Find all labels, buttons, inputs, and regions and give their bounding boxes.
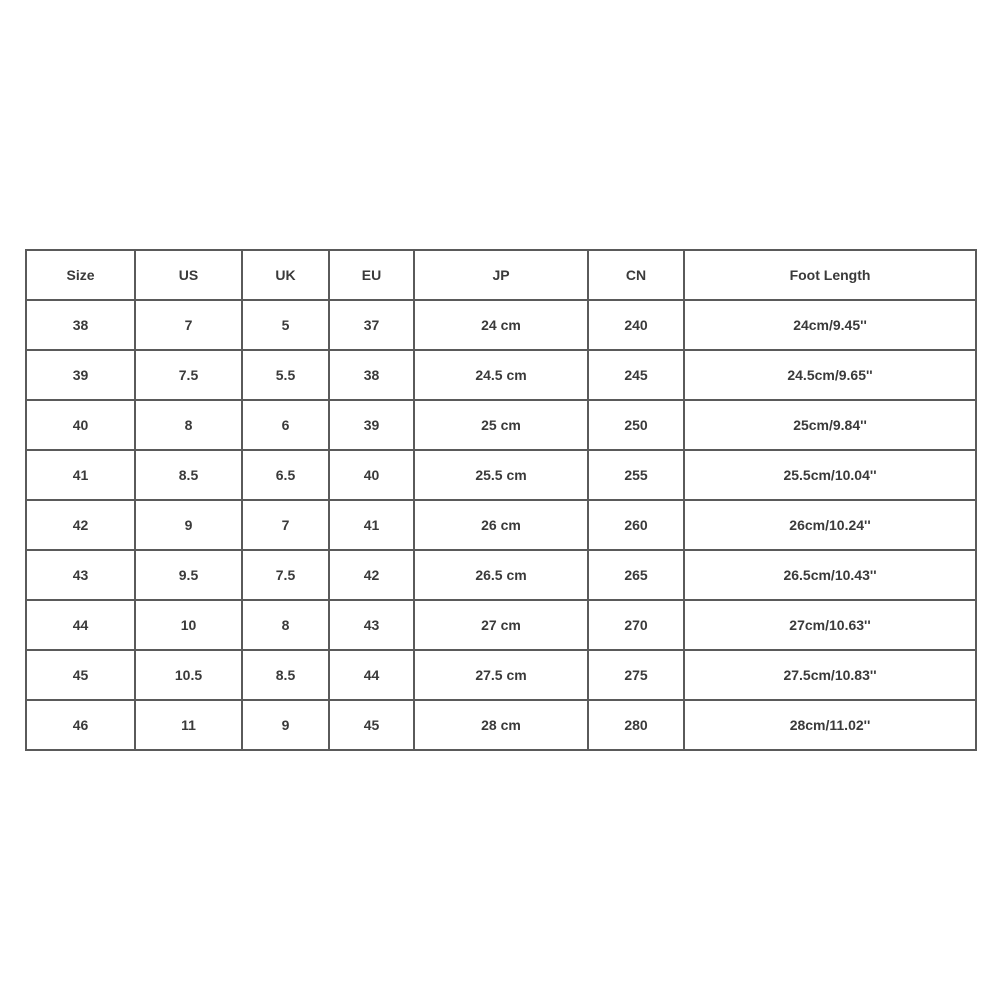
cell-eu: 38 bbox=[329, 350, 414, 400]
cell-foot-length: 28cm/11.02'' bbox=[684, 700, 976, 750]
cell-us: 10 bbox=[135, 600, 242, 650]
cell-size: 41 bbox=[26, 450, 135, 500]
header-jp: JP bbox=[414, 250, 588, 300]
cell-cn: 275 bbox=[588, 650, 684, 700]
cell-uk: 6 bbox=[242, 400, 329, 450]
cell-eu: 39 bbox=[329, 400, 414, 450]
cell-size: 45 bbox=[26, 650, 135, 700]
cell-us: 10.5 bbox=[135, 650, 242, 700]
table-row bbox=[26, 350, 976, 400]
cell-eu: 37 bbox=[329, 300, 414, 350]
cell-eu: 42 bbox=[329, 550, 414, 600]
cell-eu: 43 bbox=[329, 600, 414, 650]
cell-jp: 27 cm bbox=[414, 600, 588, 650]
cell-uk: 7.5 bbox=[242, 550, 329, 600]
header-foot-length: Foot Length bbox=[684, 250, 976, 300]
cell-foot-length: 24.5cm/9.65'' bbox=[684, 350, 976, 400]
cell-size: 39 bbox=[26, 350, 135, 400]
cell-us: 9 bbox=[135, 500, 242, 550]
cell-jp: 25 cm bbox=[414, 400, 588, 450]
cell-us: 8.5 bbox=[135, 450, 242, 500]
header-cn: CN bbox=[588, 250, 684, 300]
cell-foot-length: 26cm/10.24'' bbox=[684, 500, 976, 550]
cell-size: 44 bbox=[26, 600, 135, 650]
cell-us: 11 bbox=[135, 700, 242, 750]
cell-us: 8 bbox=[135, 400, 242, 450]
cell-uk: 5 bbox=[242, 300, 329, 350]
cell-eu: 41 bbox=[329, 500, 414, 550]
cell-uk: 8 bbox=[242, 600, 329, 650]
cell-foot-length: 27.5cm/10.83'' bbox=[684, 650, 976, 700]
cell-jp: 28 cm bbox=[414, 700, 588, 750]
cell-cn: 270 bbox=[588, 600, 684, 650]
header-uk: UK bbox=[242, 250, 329, 300]
table-row bbox=[26, 700, 976, 750]
cell-cn: 245 bbox=[588, 350, 684, 400]
cell-size: 40 bbox=[26, 400, 135, 450]
table-row bbox=[26, 450, 976, 500]
cell-uk: 8.5 bbox=[242, 650, 329, 700]
table-row bbox=[26, 400, 976, 450]
cell-uk: 6.5 bbox=[242, 450, 329, 500]
size-chart-table bbox=[25, 249, 977, 751]
cell-uk: 5.5 bbox=[242, 350, 329, 400]
cell-us: 7 bbox=[135, 300, 242, 350]
cell-foot-length: 25cm/9.84'' bbox=[684, 400, 976, 450]
cell-eu: 40 bbox=[329, 450, 414, 500]
cell-eu: 45 bbox=[329, 700, 414, 750]
cell-cn: 260 bbox=[588, 500, 684, 550]
cell-jp: 24 cm bbox=[414, 300, 588, 350]
header-us: US bbox=[135, 250, 242, 300]
cell-size: 38 bbox=[26, 300, 135, 350]
cell-us: 7.5 bbox=[135, 350, 242, 400]
cell-uk: 9 bbox=[242, 700, 329, 750]
cell-cn: 280 bbox=[588, 700, 684, 750]
cell-cn: 250 bbox=[588, 400, 684, 450]
cell-cn: 255 bbox=[588, 450, 684, 500]
cell-foot-length: 26.5cm/10.43'' bbox=[684, 550, 976, 600]
cell-jp: 26.5 cm bbox=[414, 550, 588, 600]
cell-eu: 44 bbox=[329, 650, 414, 700]
cell-size: 43 bbox=[26, 550, 135, 600]
cell-foot-length: 24cm/9.45'' bbox=[684, 300, 976, 350]
cell-size: 42 bbox=[26, 500, 135, 550]
cell-jp: 25.5 cm bbox=[414, 450, 588, 500]
cell-foot-length: 25.5cm/10.04'' bbox=[684, 450, 976, 500]
table-row bbox=[26, 550, 976, 600]
cell-us: 9.5 bbox=[135, 550, 242, 600]
cell-size: 46 bbox=[26, 700, 135, 750]
cell-cn: 265 bbox=[588, 550, 684, 600]
cell-cn: 240 bbox=[588, 300, 684, 350]
cell-jp: 24.5 cm bbox=[414, 350, 588, 400]
header-eu: EU bbox=[329, 250, 414, 300]
header-size: Size bbox=[26, 250, 135, 300]
cell-jp: 26 cm bbox=[414, 500, 588, 550]
table-row bbox=[26, 500, 976, 550]
table-row bbox=[26, 600, 976, 650]
cell-foot-length: 27cm/10.63'' bbox=[684, 600, 976, 650]
table-header-row bbox=[26, 250, 976, 300]
table-row bbox=[26, 300, 976, 350]
cell-jp: 27.5 cm bbox=[414, 650, 588, 700]
table-row bbox=[26, 650, 976, 700]
cell-uk: 7 bbox=[242, 500, 329, 550]
